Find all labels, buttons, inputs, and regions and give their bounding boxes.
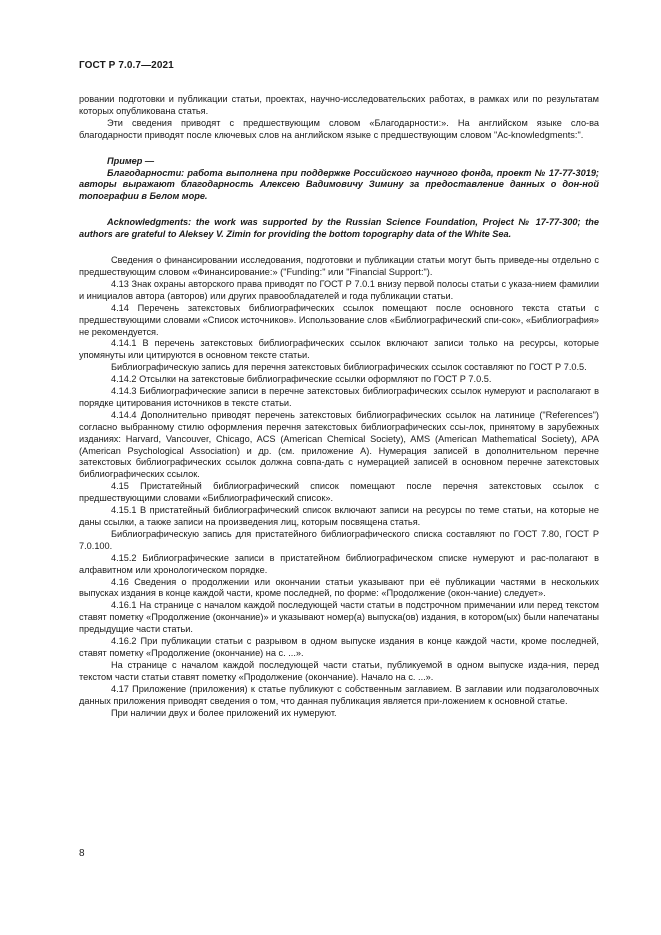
paragraph: Сведения о финансировании исследования, подготовки и публикации статьи могут быть приведе-ны отдельно с предшествующим словом «Финансирование:» ("Funding:" или "Financial Support:").	[79, 255, 599, 277]
document-header: ГОСТ Р 7.0.7—2021	[79, 60, 174, 71]
paragraph: ровании подготовки и публикации статьи, проектах, научно-исследовательских работах, в рамках или по результатам которых опубликована статья.	[79, 94, 599, 116]
paragraph: 4.16.2 При публикации статьи с разрывом в одном выпуске издания в конце каждой части, кроме последней, ставят пометку «Продолжение (окончание) на с. ...».	[79, 636, 599, 658]
example-block	[79, 156, 599, 204]
paragraph: 4.16.1 На странице с началом каждой последующей части статьи в подстрочном примечании или перед текстом ставят пометку «Продолжение (окончание)» и указывают номер(а) выпуска(ов) издания, в котором(ых) были напечатаны предыдущие части статьи.	[79, 600, 599, 635]
paragraph: На странице с началом каждой последующей части статьи, публикуемой в одном выпуске изда-ния, перед текстом части статьи ставят пометку «Продолжение (окончание). Начало на с. ...».	[79, 659, 599, 682]
paragraph: 4.14.3 Библиографические записи в перечне затекстовых библиографических ссылок нумеруют и располагают в порядке цитирования источников в тексте статьи.	[79, 386, 599, 408]
page-number: 8	[79, 848, 85, 859]
paragraph: Библиографическую запись для пристатейного библиографического списка составляют по ГОСТ 7.80, ГОСТ Р 7.0.100.	[79, 528, 599, 551]
section-body	[79, 255, 599, 719]
paragraph: 4.15.2 Библиографические записи в пристатейном библиографическом списке нумеруют и рас-полагают в алфавитном или хронологическом порядке.	[79, 552, 599, 575]
paragraph: 4.14.4 Дополнительно приводят перечень затекстовых библиографических ссылок на латинице ("References") согласно выбранному стилю оформления перечня затекстовых библиографических ссы-лок, принятому в зарубежных изданиях: Harvard, Vancouver, Chicago, ACS (American Chemical Society), AMS (American Mathematical Society), APA (American Psychological Association) и др. (см. приложение А). Нумерация записей в дополнительном перечне затекстовых библиографических ссылок должна совпа-дать с нумерацией записей в основном перечне затекстовых библиографических ссылок.	[79, 409, 599, 480]
paragraph: 4.15.1 В пристатейный библиографический список включают записи на ресурсы по теме статьи, на которые не даны ссылки, а также записи на произведения лиц, которым посвящена статья.	[79, 505, 599, 527]
paragraph: 4.14.1 В перечень затекстовых библиографических ссылок включают записи только на ресурсы, которые упомянуты или цитируются в основном тексте статьи.	[79, 338, 599, 361]
paragraph: 4.15 Пристатейный библиографический список помещают после перечня затекстовых ссылок с предшествующими словами «Библиографический список».	[79, 481, 599, 504]
paragraph: 4.14 Перечень затекстовых библиографических ссылок помещают после основного текста статьи с предшествующими словами «Список источников». Использование слов «Библиографический спи-сок», «Библиография» не рекомендуется.	[79, 302, 599, 337]
paragraph: 4.16 Сведения о продолжении или окончании статьи указывают при её публикации частями в нескольких выпусках издания в конце каждой части, кроме последней, по форме: «Продолжение (окон-чание) следует».	[79, 576, 599, 599]
paragraph: При наличии двух и более приложений их нумеруют.	[111, 707, 337, 718]
paragraph: 4.13 Знак охраны авторского права приводят по ГОСТ Р 7.0.1 внизу первой полосы статьи с указа-нием фамилии и инициалов автора (авторов) или других правообладателей и года публикации статьи.	[79, 278, 599, 301]
example-title: Пример —	[107, 155, 155, 166]
example-english-text: Acknowledgments: the work was supported by the Russian Science Foundation, Project № 17-77-300; the authors are grateful to Aleksey V. Zimin for providing the bottom topography data of the White Sea.	[79, 217, 599, 240]
paragraph: 4.17 Приложение (приложения) к статье публикуют с собственным заглавием. В заглавии или подзаголовочных данных приложения приводят сведения о том, что данная публикация является при-ложением к основной статье.	[79, 683, 599, 706]
paragraph: Библиографическую запись для перечня затекстовых библиографических ссылок составляют по ГОСТ Р 7.0.5.	[111, 362, 587, 373]
paragraph: 4.14.2 Отсылки на затекстовые библиографические ссылки оформляют по ГОСТ Р 7.0.5.	[111, 374, 492, 385]
paragraph: Эти сведения приводят с предшествующим словом «Благодарности:». На английском языке сло-ва благодарности приводят после ключевых слов на английском языке с предшествующим словом "Ac-knowledgments:".	[79, 117, 599, 140]
document-body	[79, 94, 599, 719]
example-english-block	[79, 217, 599, 241]
example-text: Благодарности: работа выполнена при поддержке Российского научного фонда, проект № 17-77-3019; авторы выражают благодарность Алексею Вадимовичу Зимину за предоставление данных о дон-ной топографии в Белом море.	[79, 167, 599, 202]
